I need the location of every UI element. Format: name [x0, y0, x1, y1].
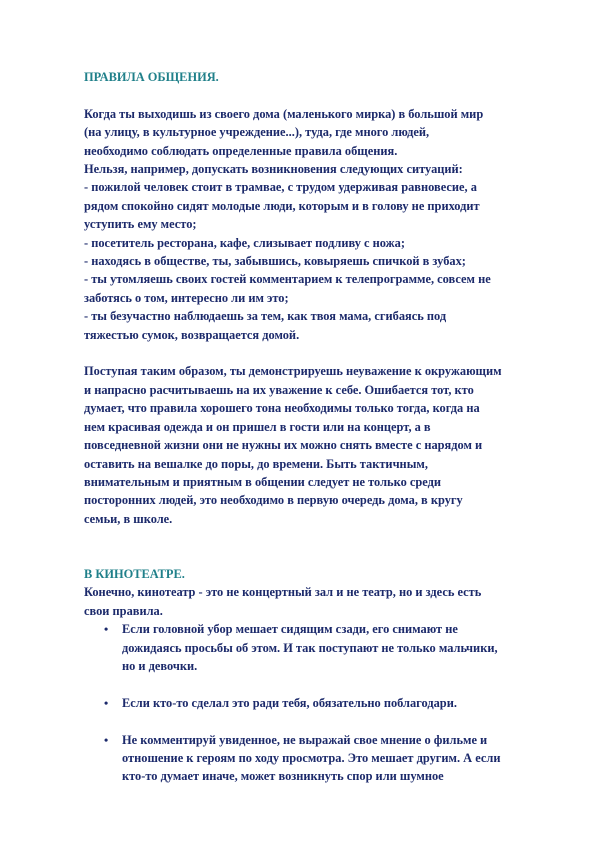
list-item: [84, 620, 562, 675]
spacer: [84, 344, 562, 362]
text-line: внимательным и приятным в общении следует не только среди: [84, 474, 441, 489]
section-heading-cinema: В КИНОТЕАТРЕ.: [84, 566, 185, 581]
text-line: нем красивая одежда и он пришел в гости или на концерт, а в: [84, 419, 431, 434]
text-line: Конечно, кинотеатр - это не концертный зал и не театр, но и здесь есть: [84, 585, 482, 600]
text-line: рядом спокойно сидят молодые люди, которым и в голову не приходит: [84, 198, 480, 213]
text-line: но и девочки.: [122, 658, 198, 673]
text-line: - ты безучастно наблюдаешь за тем, как твоя мама, сгибаясь под: [84, 309, 447, 324]
spacer: [84, 547, 562, 565]
bullet-icon: •: [104, 622, 109, 637]
text-line: Если кто-то сделал это ради тебя, обязательно поблагодари.: [122, 695, 457, 710]
text-line: посторонних людей, это необходимо в первую очередь дома, в кругу: [84, 493, 463, 508]
spacer: [84, 528, 562, 546]
text-line: уступить ему место;: [84, 217, 197, 232]
text-line: - ты утомляешь своих гостей комментарием к телепрограмме, совсем не: [84, 272, 491, 287]
text-line: оставить на вешалке до поры, до времени. Быть тактичным,: [84, 456, 428, 471]
bullet-icon: •: [104, 695, 109, 710]
document-content: [84, 68, 562, 786]
list-item: [84, 731, 562, 786]
text-line: Если головной убор мешает сидящим сзади, его снимают не: [122, 622, 458, 637]
text-line: заботясь о том, интересно ли им это;: [84, 290, 289, 305]
text-line: Нельзя, например, допускать возникновения следующих ситуаций:: [84, 162, 463, 177]
text-line: дожидаясь просьбы об этом. И так поступают не только мальчики,: [122, 640, 498, 655]
text-line: - находясь в обществе, ты, забывшись, ковыряешь спичкой в зубах;: [84, 254, 466, 269]
text-line: повседневной жизни они не нужны их можно снять вместе с нарядом и: [84, 438, 483, 453]
cinema-rules-list: [84, 620, 562, 786]
spacer: [84, 86, 562, 104]
text-line: свои правила.: [84, 603, 163, 618]
text-line: необходимо соблюдать определенные правила общения.: [84, 143, 398, 158]
spacer: [84, 712, 562, 730]
text-line: думает, что правила хорошего тона необходимы только тогда, когда на: [84, 401, 480, 416]
text-line: (на улицу, в культурное учреждение...), туда, где много людей,: [84, 125, 430, 140]
text-line: отношение к героям по ходу просмотра. Это мешает другим. А если: [122, 750, 501, 765]
spacer: [84, 675, 562, 693]
text-line: семьи, в школе.: [84, 511, 173, 526]
text-line: - пожилой человек стоит в трамвае, с трудом удерживая равновесие, а: [84, 180, 477, 195]
paragraph-disrespect: [84, 362, 562, 528]
text-line: кто-то думает иначе, может возникнуть спор или шумное: [122, 769, 444, 784]
paragraph-cinema-intro: [84, 583, 562, 620]
bullet-icon: •: [104, 732, 109, 747]
text-line: Когда ты выходишь из своего дома (маленького мирка) в большой мир: [84, 106, 484, 121]
text-line: и напрасно расчитываешь на их уважение к себе. Ошибается тот, кто: [84, 382, 474, 397]
list-item: [84, 694, 562, 712]
section-heading-communication-rules: ПРАВИЛА ОБЩЕНИЯ.: [84, 70, 219, 84]
text-line: Поступая таким образом, ты демонстрируешь неуважение к окружающим: [84, 364, 502, 379]
text-line: Не комментируй увиденное, не выражай свое мнение о фильме и: [122, 732, 488, 747]
text-line: тяжестью сумок, возвращается домой.: [84, 327, 300, 342]
paragraph-intro: [84, 105, 562, 344]
text-line: - посетитель ресторана, кафе, слизывает подливу с ножа;: [84, 235, 405, 250]
